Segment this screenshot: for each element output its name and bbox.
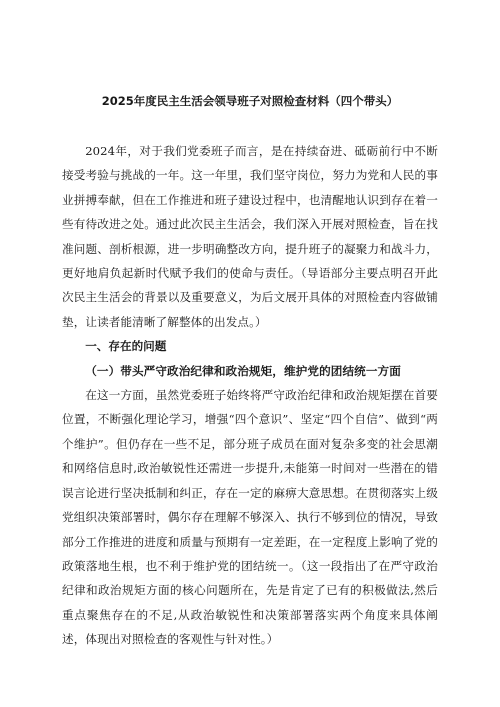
subsection-heading-political-discipline: （一）带头严守政治纪律和政治规矩，维护党的团结统一方面 [85, 363, 401, 378]
document-title: 2025年度民主生活会领导班子对照检查材料（四个带头） [101, 94, 399, 108]
intro-paragraph: 2024年，对于我们党委班子而言，是在持续奋进、砥砺前行中不断接受考验与挑战的一年。这一年里，我们坚守岗位，努力为党和人民的事业拼搏奉献，但在工作推进和班子建设过程中，也清醒地认识到存在着一些有待改进之处。通过此次民主生活会，我们深入开展对照检查，旨在找准问题、剖析根源，进一步明确整改方向，提升班子的凝聚力和战斗力，更好地肩负起新时代赋予我们的使命与责任。（导语部分主要点明召开此次民主生活会的背景以及重要意义，为后文展开具体的对照检查内容做铺垫，让读者能清晰了解整体的出发点。） [62, 144, 438, 329]
subsection-body-political-discipline: 在这一方面，虽然党委班子始终将严守政治纪律和政治规矩摆在首要位置，不断强化理论学习，增强“四个意识”、坚定“四个自信”、做到“两个维护”。但仍存在一些不足，部分班子成员在面对复杂多变的社会思潮和网络信息时,政治敏锐性还需进一步提升,未能第一时间对一些潜在的错误言论进行坚决抵制和纠正，存在一定的麻痹大意思想。在贯彻落实上级党组织决策部署时，偶尔存在理解不够深入、执行不够到位的情况，导致部分工作推进的进度和质量与预期有一定差距，在一定程度上影响了党的政策落地生根，也不利于维护党的团结统一。（这一段指出了在严守政治纪律和政治规矩方面的核心问题所在，先是肯定了已有的积极做法,然后重点聚焦存在的不足,从政治敏锐性和决策部署落实两个角度来具体阐述，体现出对照检查的客观性与针对性。） [62, 388, 438, 647]
section-heading-problems: 一、存在的问题 [85, 339, 167, 354]
